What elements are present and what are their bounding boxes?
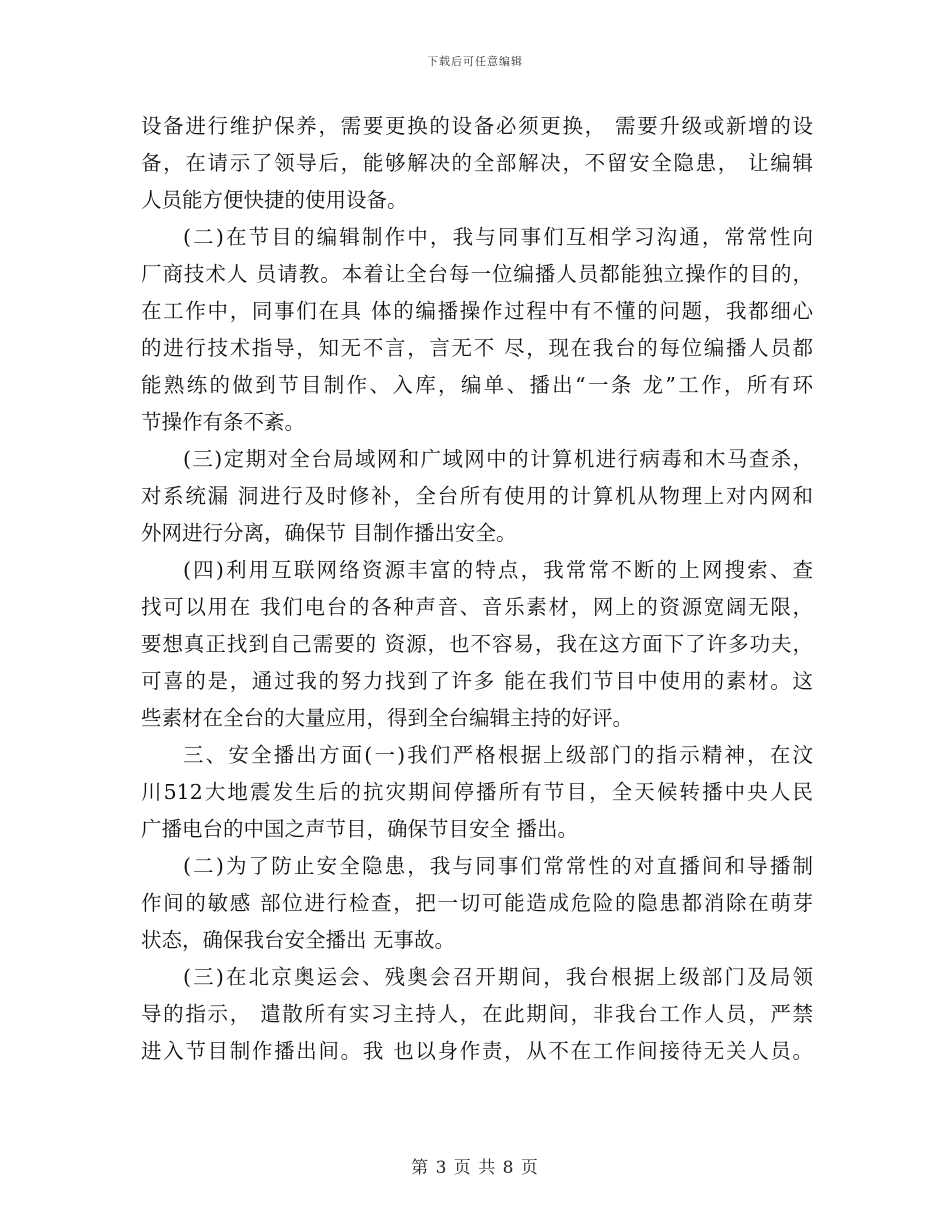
body-line: 要想真正找到自己需要的 资源，也不容易，我在这方面下了许多功夫， <box>141 632 813 656</box>
body-line: 作间的敏感 部位进行检查，把一切可能造成危险的隐患都消除在萌芽 <box>141 891 813 915</box>
body-line: 厂商技术人 员请教。本着让全台每一位编播人员都能独立操作的目的， <box>141 262 813 286</box>
body-line: (四)利用互联网络资源丰富的特点，我常常不断的上网搜索、查 <box>183 558 813 582</box>
body-line: 些素材在全台的大量应用，得到全台编辑主持的好评。 <box>141 706 633 730</box>
body-line: 在工作中，同事们在具 体的编播操作过程中有不懂的问题，我都细心 <box>141 299 813 323</box>
body-line: 进入节目制作播出间。我 也以身作责，从不在工作间接待无关人员。 <box>141 1039 813 1063</box>
body-line: (二)为了防止安全隐患，我与同事们常常性的对直播间和导播制 <box>183 854 813 878</box>
body-line: 状态，确保我台安全播出 无事故。 <box>141 928 456 952</box>
body-line: 的进行技术指导，知无不言，言无不 尽，现在我台的每位编播人员都 <box>141 336 813 360</box>
body-line: (二)在节目的编辑制作中，我与同事们互相学习沟通，常常性向 <box>183 225 813 249</box>
body-line: 节操作有条不紊。 <box>141 410 305 434</box>
body-line: 导的指示， 遣散所有实习主持人，在此期间，非我台工作人员，严禁 <box>141 1002 813 1026</box>
body-line: 找可以用在 我们电台的各种声音、音乐素材，网上的资源宽阔无限， <box>141 595 813 619</box>
body-line: 可喜的是，通过我的努力找到了许多 能在我们节目中使用的素材。这 <box>141 669 813 693</box>
body-line: 人员能方便快捷的使用设备。 <box>141 188 408 212</box>
document-body <box>141 108 813 1070</box>
body-line: 对系统漏 洞进行及时修补，全台所有使用的计算机从物理上对内网和 <box>141 484 813 508</box>
page-number: 第 3 页 共 8 页 <box>411 1158 539 1178</box>
body-line: 广播电台的中国之声节目，确保节目安全 播出。 <box>141 817 579 841</box>
body-line: 外网进行分离，确保节 目制作播出安全。 <box>141 521 517 545</box>
body-line: 三、安全播出方面(一)我们严格根据上级部门的指示精神，在汶 <box>183 743 813 767</box>
body-line: 设备进行维护保养，需要更换的设备必须更换， 需要升级或新增的设 <box>141 114 813 138</box>
body-line: 川512大地震发生后的抗灾期间停播所有节目，全天候转播中央人民 <box>141 780 813 804</box>
body-line: (三)在北京奥运会、残奥会召开期间，我台根据上级部门及局领 <box>183 965 813 989</box>
body-line: 能熟练的做到节目制作、入库，编单、播出“一条 龙”工作，所有环 <box>141 373 813 397</box>
body-line: 备，在请示了领导后，能够解决的全部解决，不留安全隐患， 让编辑 <box>141 151 813 175</box>
page-header: 下载后可任意编辑 <box>427 55 523 68</box>
body-line: (三)定期对全台局域网和广域网中的计算机进行病毒和木马查杀， <box>183 447 813 471</box>
